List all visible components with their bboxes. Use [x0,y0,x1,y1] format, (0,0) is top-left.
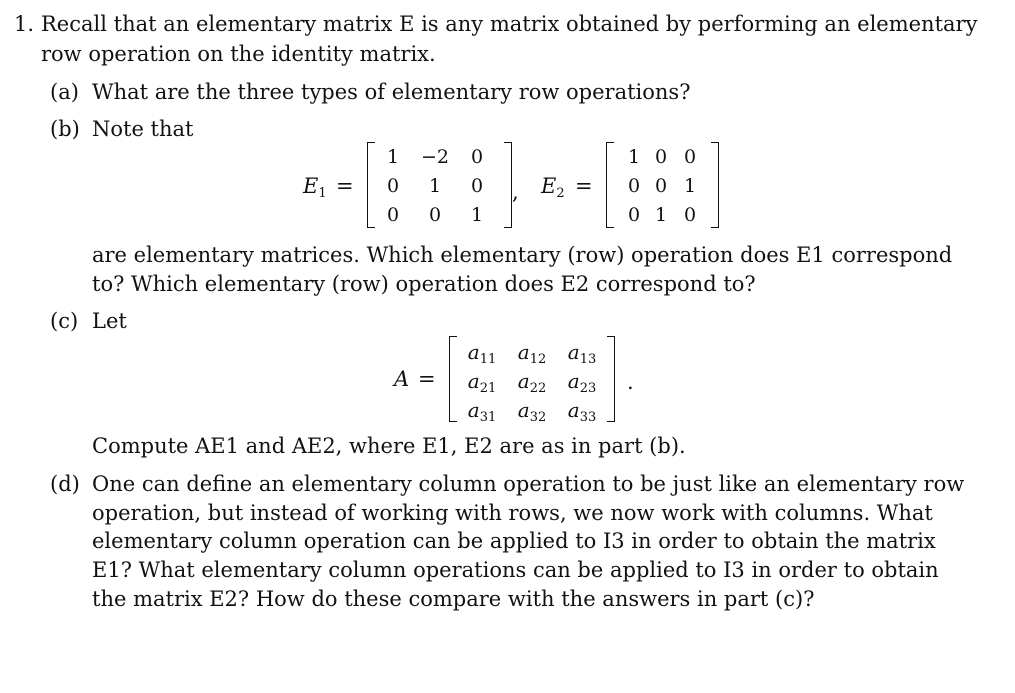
matrix-entry: 0 [654,146,668,168]
intro-line-2: row operation on the identity matrix. [41,42,436,66]
part-c-label: (c) [50,309,79,333]
matrix-entry: $a_{11}$ [467,340,497,367]
left-bracket [367,142,375,228]
part-b-label: (b) [50,117,80,141]
a-equals: = [418,367,436,391]
e1-matrix [367,142,512,228]
matrix-entry: 1 [386,146,400,168]
matrix-entry: 0 [470,175,484,197]
left-bracket [449,336,457,422]
a-matrix [449,336,615,425]
matrix-entry: $a_{12}$ [517,340,547,367]
matrix-entry: 0 [683,146,697,168]
matrix-entry: $a_{22}$ [517,369,547,396]
e1-label: $E_1$ [303,174,327,201]
matrix-entry: 0 [386,175,400,197]
part-a-text: What are the three types of elementary row operations? [92,80,691,104]
right-bracket [711,142,719,228]
matrix-entry: 1 [627,146,641,168]
part-c-lead: Let [92,309,127,333]
a-label: A [394,367,410,391]
matrix-entry: 0 [654,175,668,197]
matrix-entry: $a_{13}$ [567,340,597,367]
problem-number: 1. [14,12,35,36]
matrix-entry: 1 [470,204,484,226]
matrix-entry: 0 [386,204,400,226]
matrix-entry: 0 [627,204,641,226]
e1-equals: = [336,174,354,198]
matrix-entry: $a_{23}$ [567,369,597,396]
part-d-label: (d) [50,472,80,496]
e2-equals: = [575,174,593,198]
comma: , [512,180,519,204]
matrix-entry: $a_{31}$ [467,398,497,425]
matrix-entry: 0 [627,175,641,197]
right-bracket [607,336,615,422]
intro-line-1: Recall that an elementary matrix E is any matrix obtained by performing an elementary [41,12,978,36]
matrix-entry: −2 [420,146,449,168]
part-a-label: (a) [50,80,79,104]
right-bracket [504,142,512,228]
e2-label: $E_2$ [541,174,565,201]
part-b-lead: Note that [92,117,194,141]
matrix-entry: 0 [428,204,442,226]
period: . [627,370,634,394]
matrix-entry: $a_{21}$ [467,369,497,396]
part-d-line-4: E1? What elementary column operations can be applied to I3 in order to obtain [92,558,939,582]
matrix-entry: 0 [683,204,697,226]
part-d-line-5: the matrix E2? How do these compare with the answers in part (c)? [92,587,815,611]
matrix-entry: 1 [683,175,697,197]
left-bracket [606,142,614,228]
matrix-entry: 1 [654,204,668,226]
part-d-line-3: elementary column operation can be applied to I3 in order to obtain the matrix [92,529,936,553]
matrix-entry: $a_{33}$ [567,398,597,425]
part-d-line-2: operation, but instead of working with rows, we now work with columns. What [92,501,933,525]
part-b-text-line-1: are elementary matrices. Which elementary (row) operation does E1 correspond [92,243,953,267]
matrix-entry: $a_{32}$ [517,398,547,425]
matrix-entry: 0 [470,146,484,168]
e2-matrix [606,142,719,228]
part-b-text-line-2: to? Which elementary (row) operation does E2 correspond to? [92,272,756,296]
matrix-entry: 1 [428,175,442,197]
part-c-compute: Compute AE1 and AE2, where E1, E2 are as in part (b). [92,434,686,458]
part-d-line-1: One can define an elementary column operation to be just like an elementary row [92,472,965,496]
